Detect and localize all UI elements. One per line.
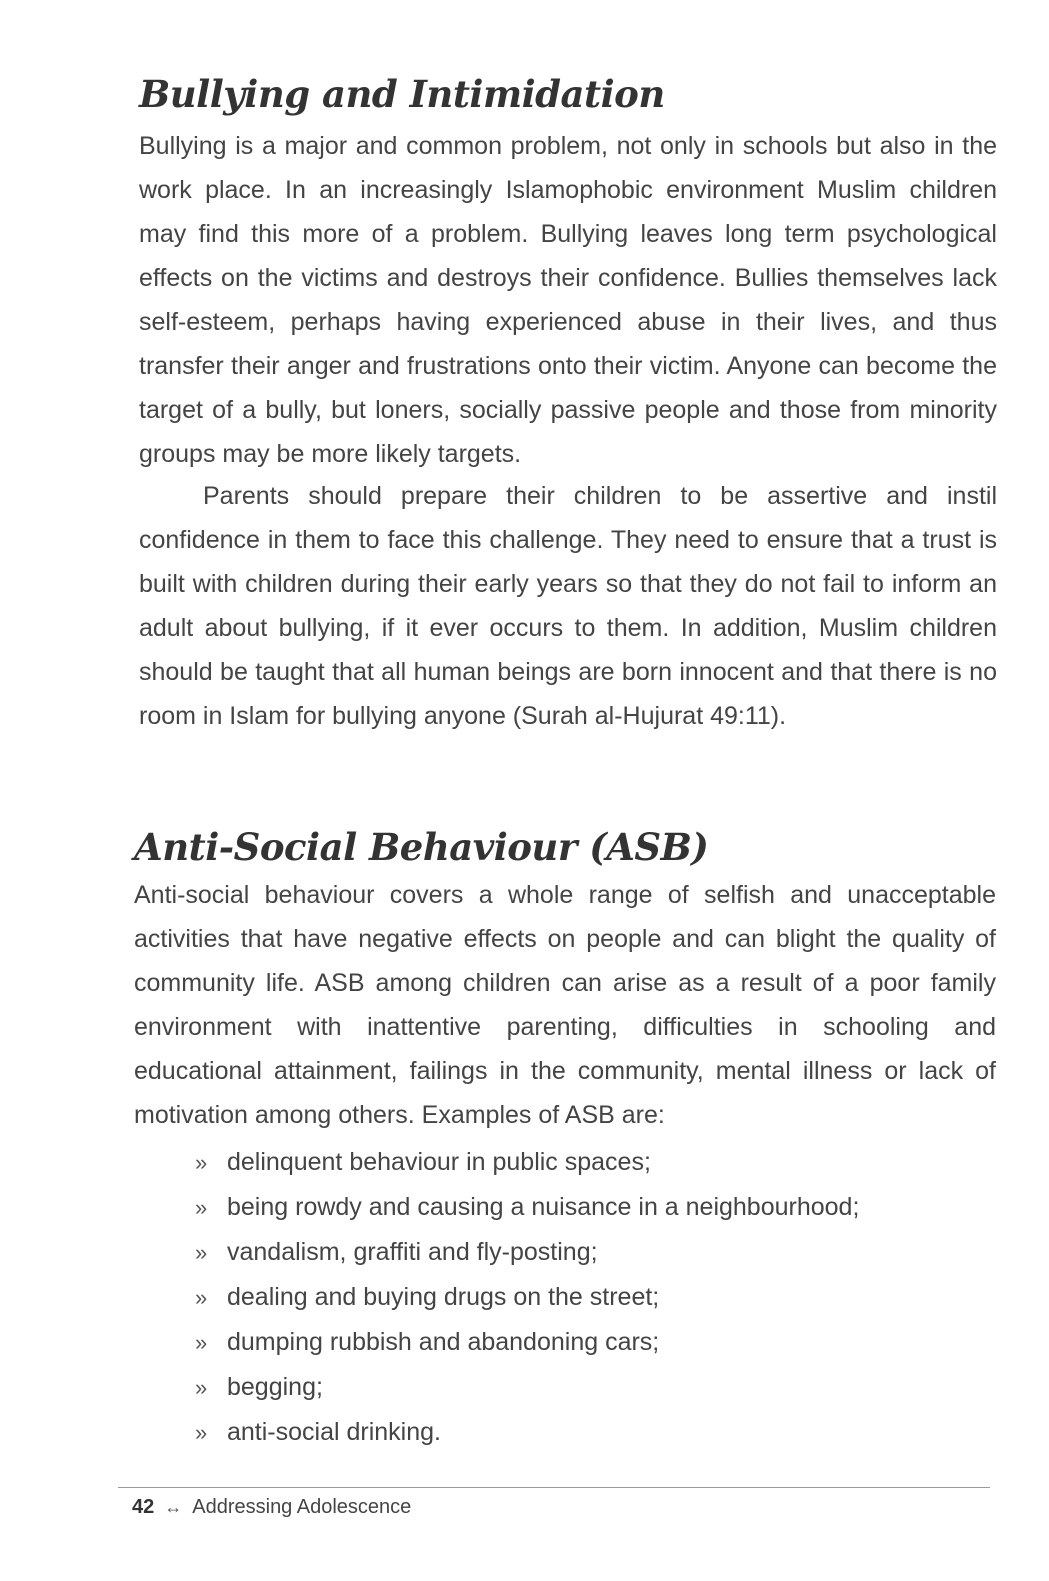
footer-divider <box>118 1487 990 1488</box>
paragraph-bullying-2: Parents should prepare their children to be assertive and instil confidence in them to face this challenge. They need to ensure that a trust is built with children during their early years so that they do not fail to inform an adult about bullying, if it ever occurs to them. In addition, Muslim children should be taught that all human beings are born innocent and that there is no room in Islam for bullying anyone (Surah al-Hujurat 49:11). <box>139 482 997 730</box>
section-heading-asb: Anti-Social Behaviour (ASB) <box>134 825 709 869</box>
bullet-icon: » <box>195 1375 208 1400</box>
bullet-icon: » <box>195 1420 208 1445</box>
list-item <box>195 1275 859 1320</box>
list-item <box>195 1410 859 1455</box>
page-footer <box>132 1496 411 1519</box>
list-item <box>195 1230 859 1275</box>
list-item-text: dumping rubbish and abandoning cars; <box>227 1328 660 1356</box>
list-item-text: dealing and buying drugs on the street; <box>227 1283 660 1311</box>
bullet-icon: » <box>195 1195 208 1220</box>
asb-examples-list <box>195 1140 859 1455</box>
bullet-icon: » <box>195 1240 208 1265</box>
page-number: 42 <box>132 1496 155 1518</box>
bullet-icon: » <box>195 1330 208 1355</box>
list-item-text: being rowdy and causing a nuisance in a neighbourhood; <box>227 1193 860 1221</box>
section-heading-bullying: Bullying and Intimidation <box>139 72 665 116</box>
list-item-text: vandalism, graffiti and fly-posting; <box>227 1238 598 1266</box>
list-item-text: delinquent behaviour in public spaces; <box>227 1148 651 1176</box>
list-item <box>195 1320 859 1365</box>
book-title: Addressing Adolescence <box>192 1496 412 1518</box>
list-item-text: anti-social drinking. <box>227 1418 441 1446</box>
list-item <box>195 1140 859 1185</box>
paragraph-bullying-1: Bullying is a major and common problem, not only in schools but also in the work place. In an increasingly Islamophobic environment Muslim children may find this more of a problem. Bullying leaves long term psychological effects on the victims and destroys their confidence. Bullies themselves lack self-esteem, perhaps having experienced abuse in their lives, and thus transfer their anger and frustrations onto their victim. Anyone can become the target of a bully, but loners, socially passive people and those from minority groups may be more likely targets. <box>139 132 997 468</box>
paragraph-asb-1: Anti-social behaviour covers a whole range of selfish and unacceptable activities that have negative effects on people and can blight the quality of community life. ASB among children can arise as a result of a poor family environment with inattentive parenting, difficulties in schooling and educational attainment, failings in the community, mental illness or lack of motivation among others. Examples of ASB are: <box>134 881 996 1129</box>
list-item <box>195 1365 859 1410</box>
bullet-icon: » <box>195 1150 208 1175</box>
list-item-text: begging; <box>227 1373 323 1401</box>
list-item <box>195 1185 859 1230</box>
bullet-icon: » <box>195 1285 208 1310</box>
double-arrow-icon: ↔ <box>164 1497 183 1517</box>
